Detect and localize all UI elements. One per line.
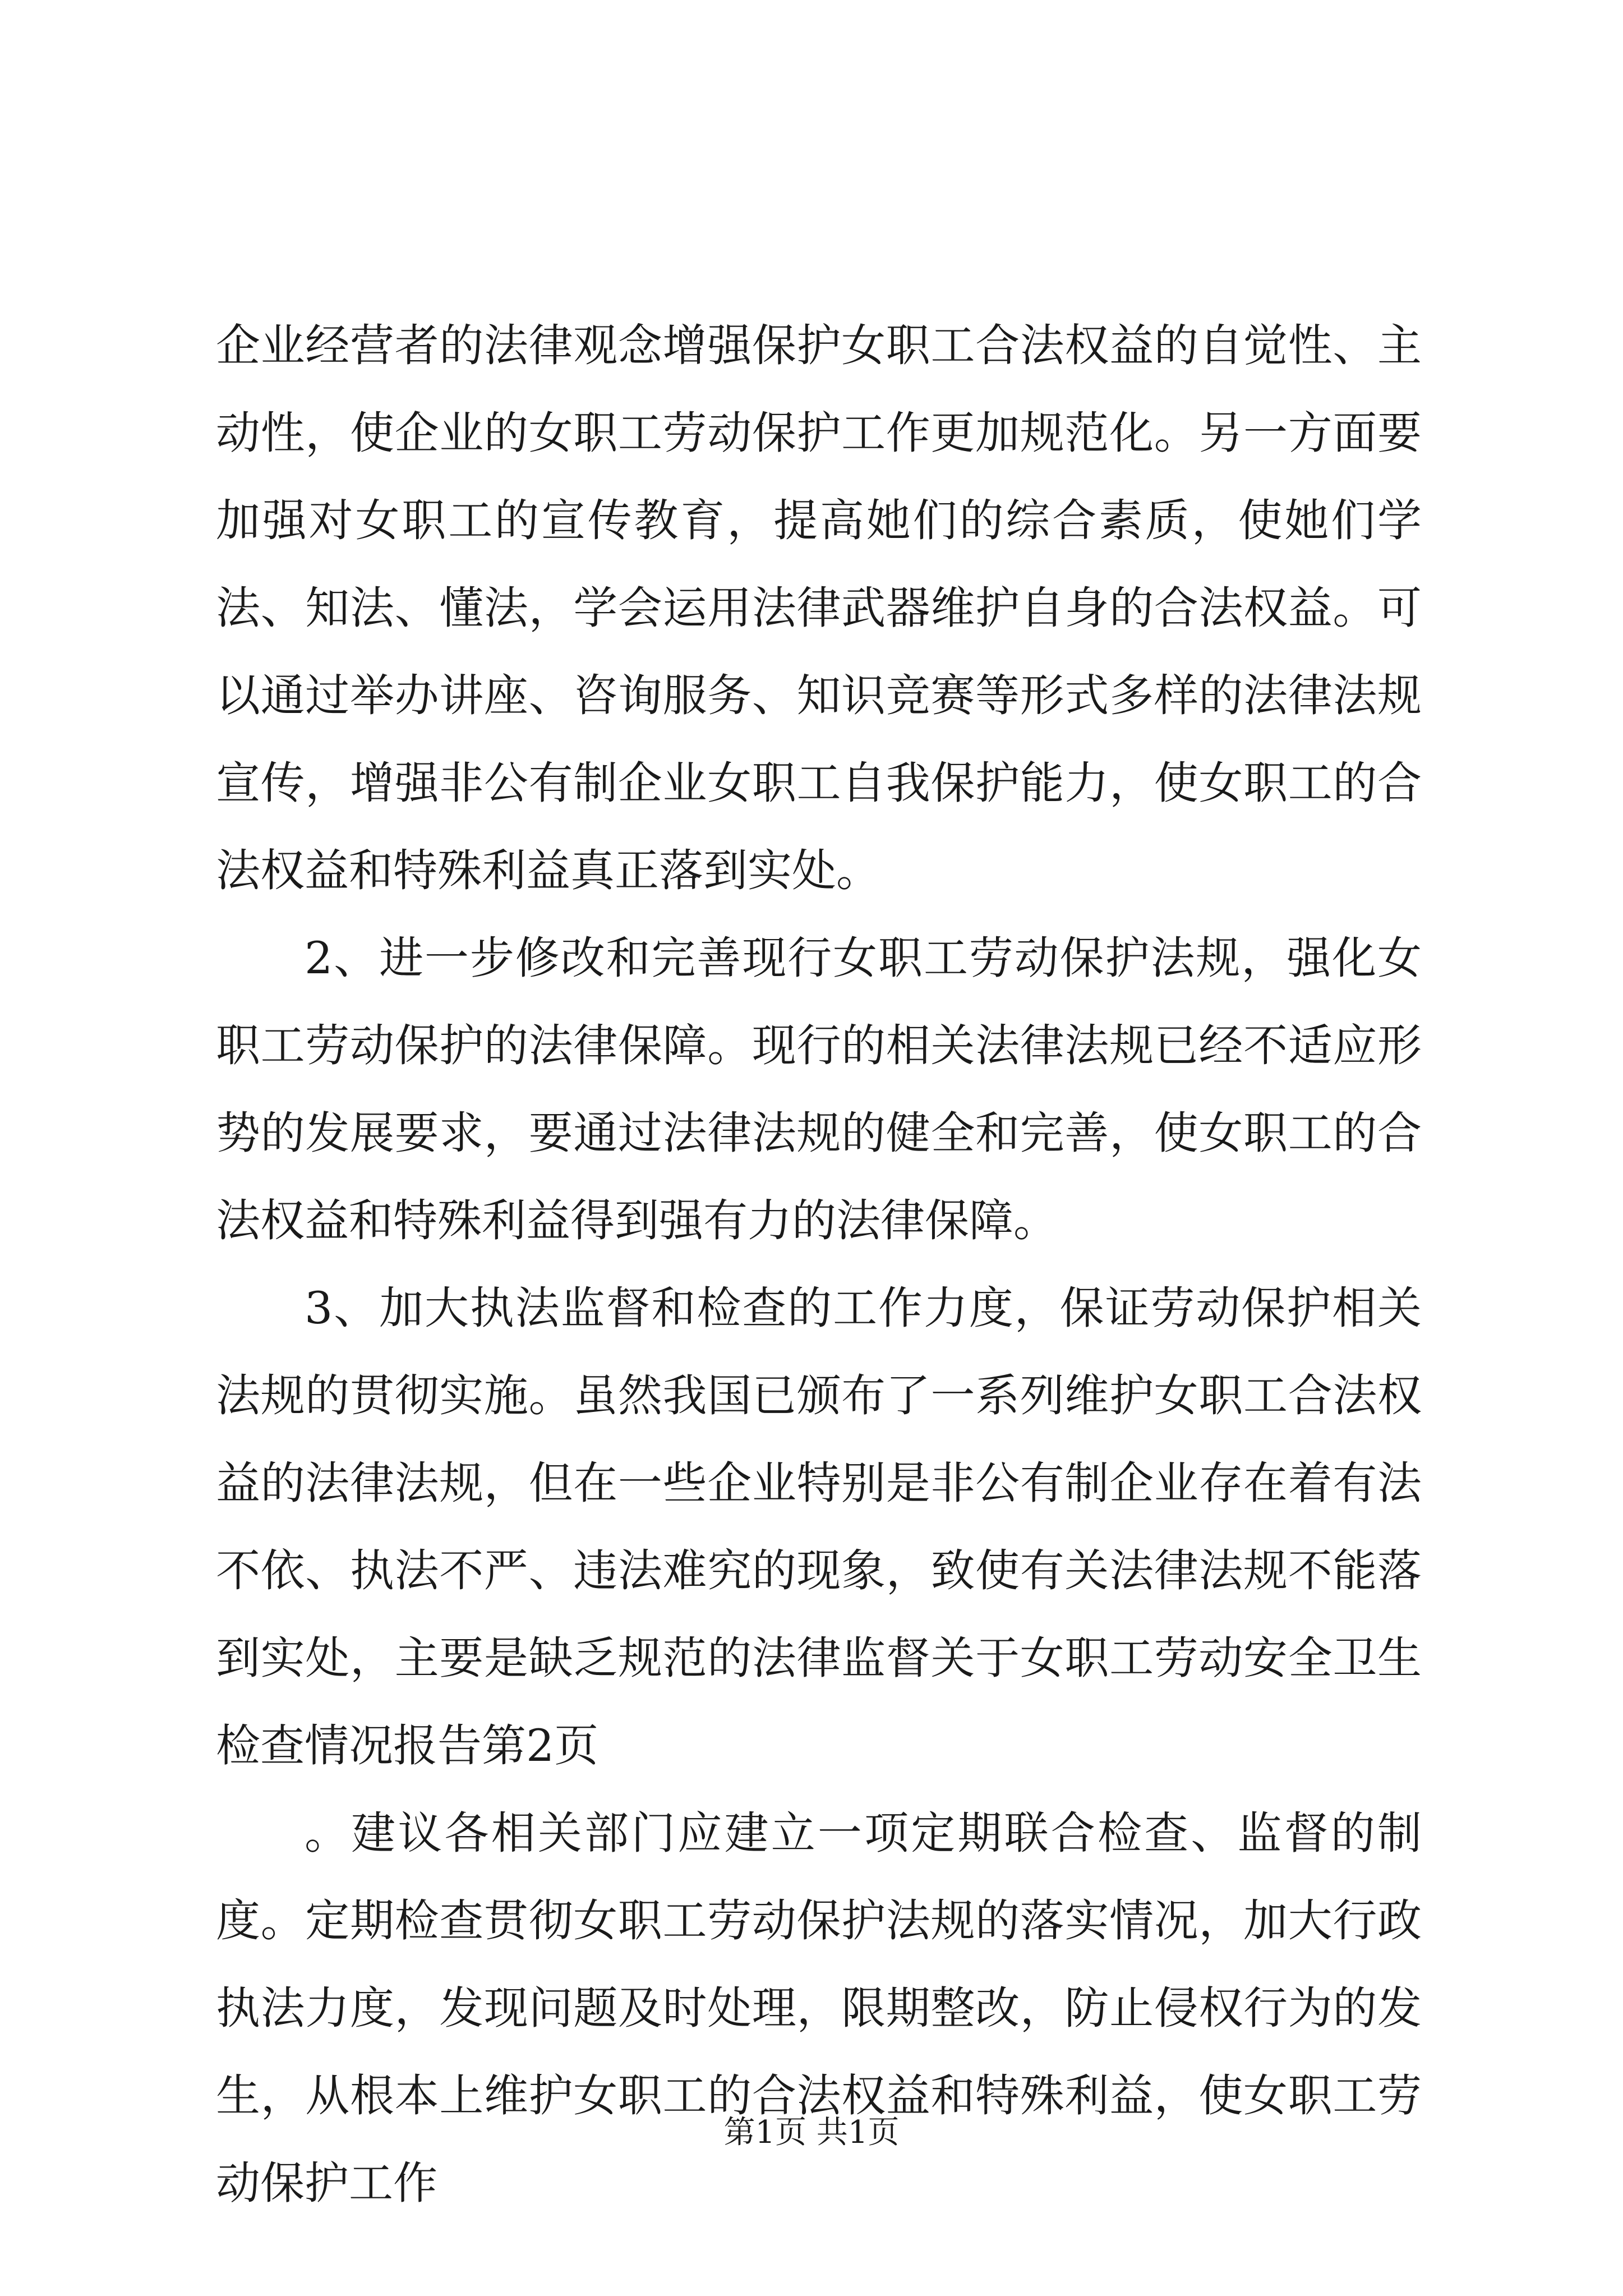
paragraph-1: 企业经营者的法律观念增强保护女职工合法权益的自觉性、主动性，使企业的女职工劳动保护工作更加规范化。另一方面要加强对女职工的宣传教育，提高她们的综合素质，使她们学法、知法、懂法，学会运用法律武器维护自身的合法权益。可以通过举办讲座、咨询服务、知识竞赛等形式多样的法律法规宣传，增强非公有制企业女职工自我保护能力，使女职工的合法权益和特殊利益真正落到实处。 <box>216 320 1422 896</box>
paragraph-4: 。建议各相关部门应建立一项定期联合检查、监督的制度。定期检查贯彻女职工劳动保护法规的落实情况，加大行政执法力度，发现问题及时处理，限期整改，防止侵权行为的发生，从根本上维护女职工的合法权益和特殊利益，使女职工劳动保护工作 <box>216 1807 1422 2209</box>
paragraph-2: 2、进一步修改和完善现行女职工劳动保护法规，强化女职工劳动保护的法律保障。现行的相关法律法规已经不适应形势的发展要求，要通过法律法规的健全和完善，使女职工的合法权益和特殊利益得到强有力的法律保障。 <box>216 932 1422 1246</box>
document-body <box>216 302 1422 2227</box>
paragraph-3: 3、加大执法监督和检查的工作力度，保证劳动保护相关法规的贯彻实施。虽然我国已颁布了一系列维护女职工合法权益的法律法规，但在一些企业特别是非公有制企业存在着有法不依、执法不严、违法难究的现象，致使有关法律法规不能落到实处，主要是缺乏规范的法律监督关于女职工劳动安全卫生检查情况报告第2页 <box>216 1282 1422 1772</box>
page-footer: 第1页 共1页 <box>723 2114 900 2151</box>
